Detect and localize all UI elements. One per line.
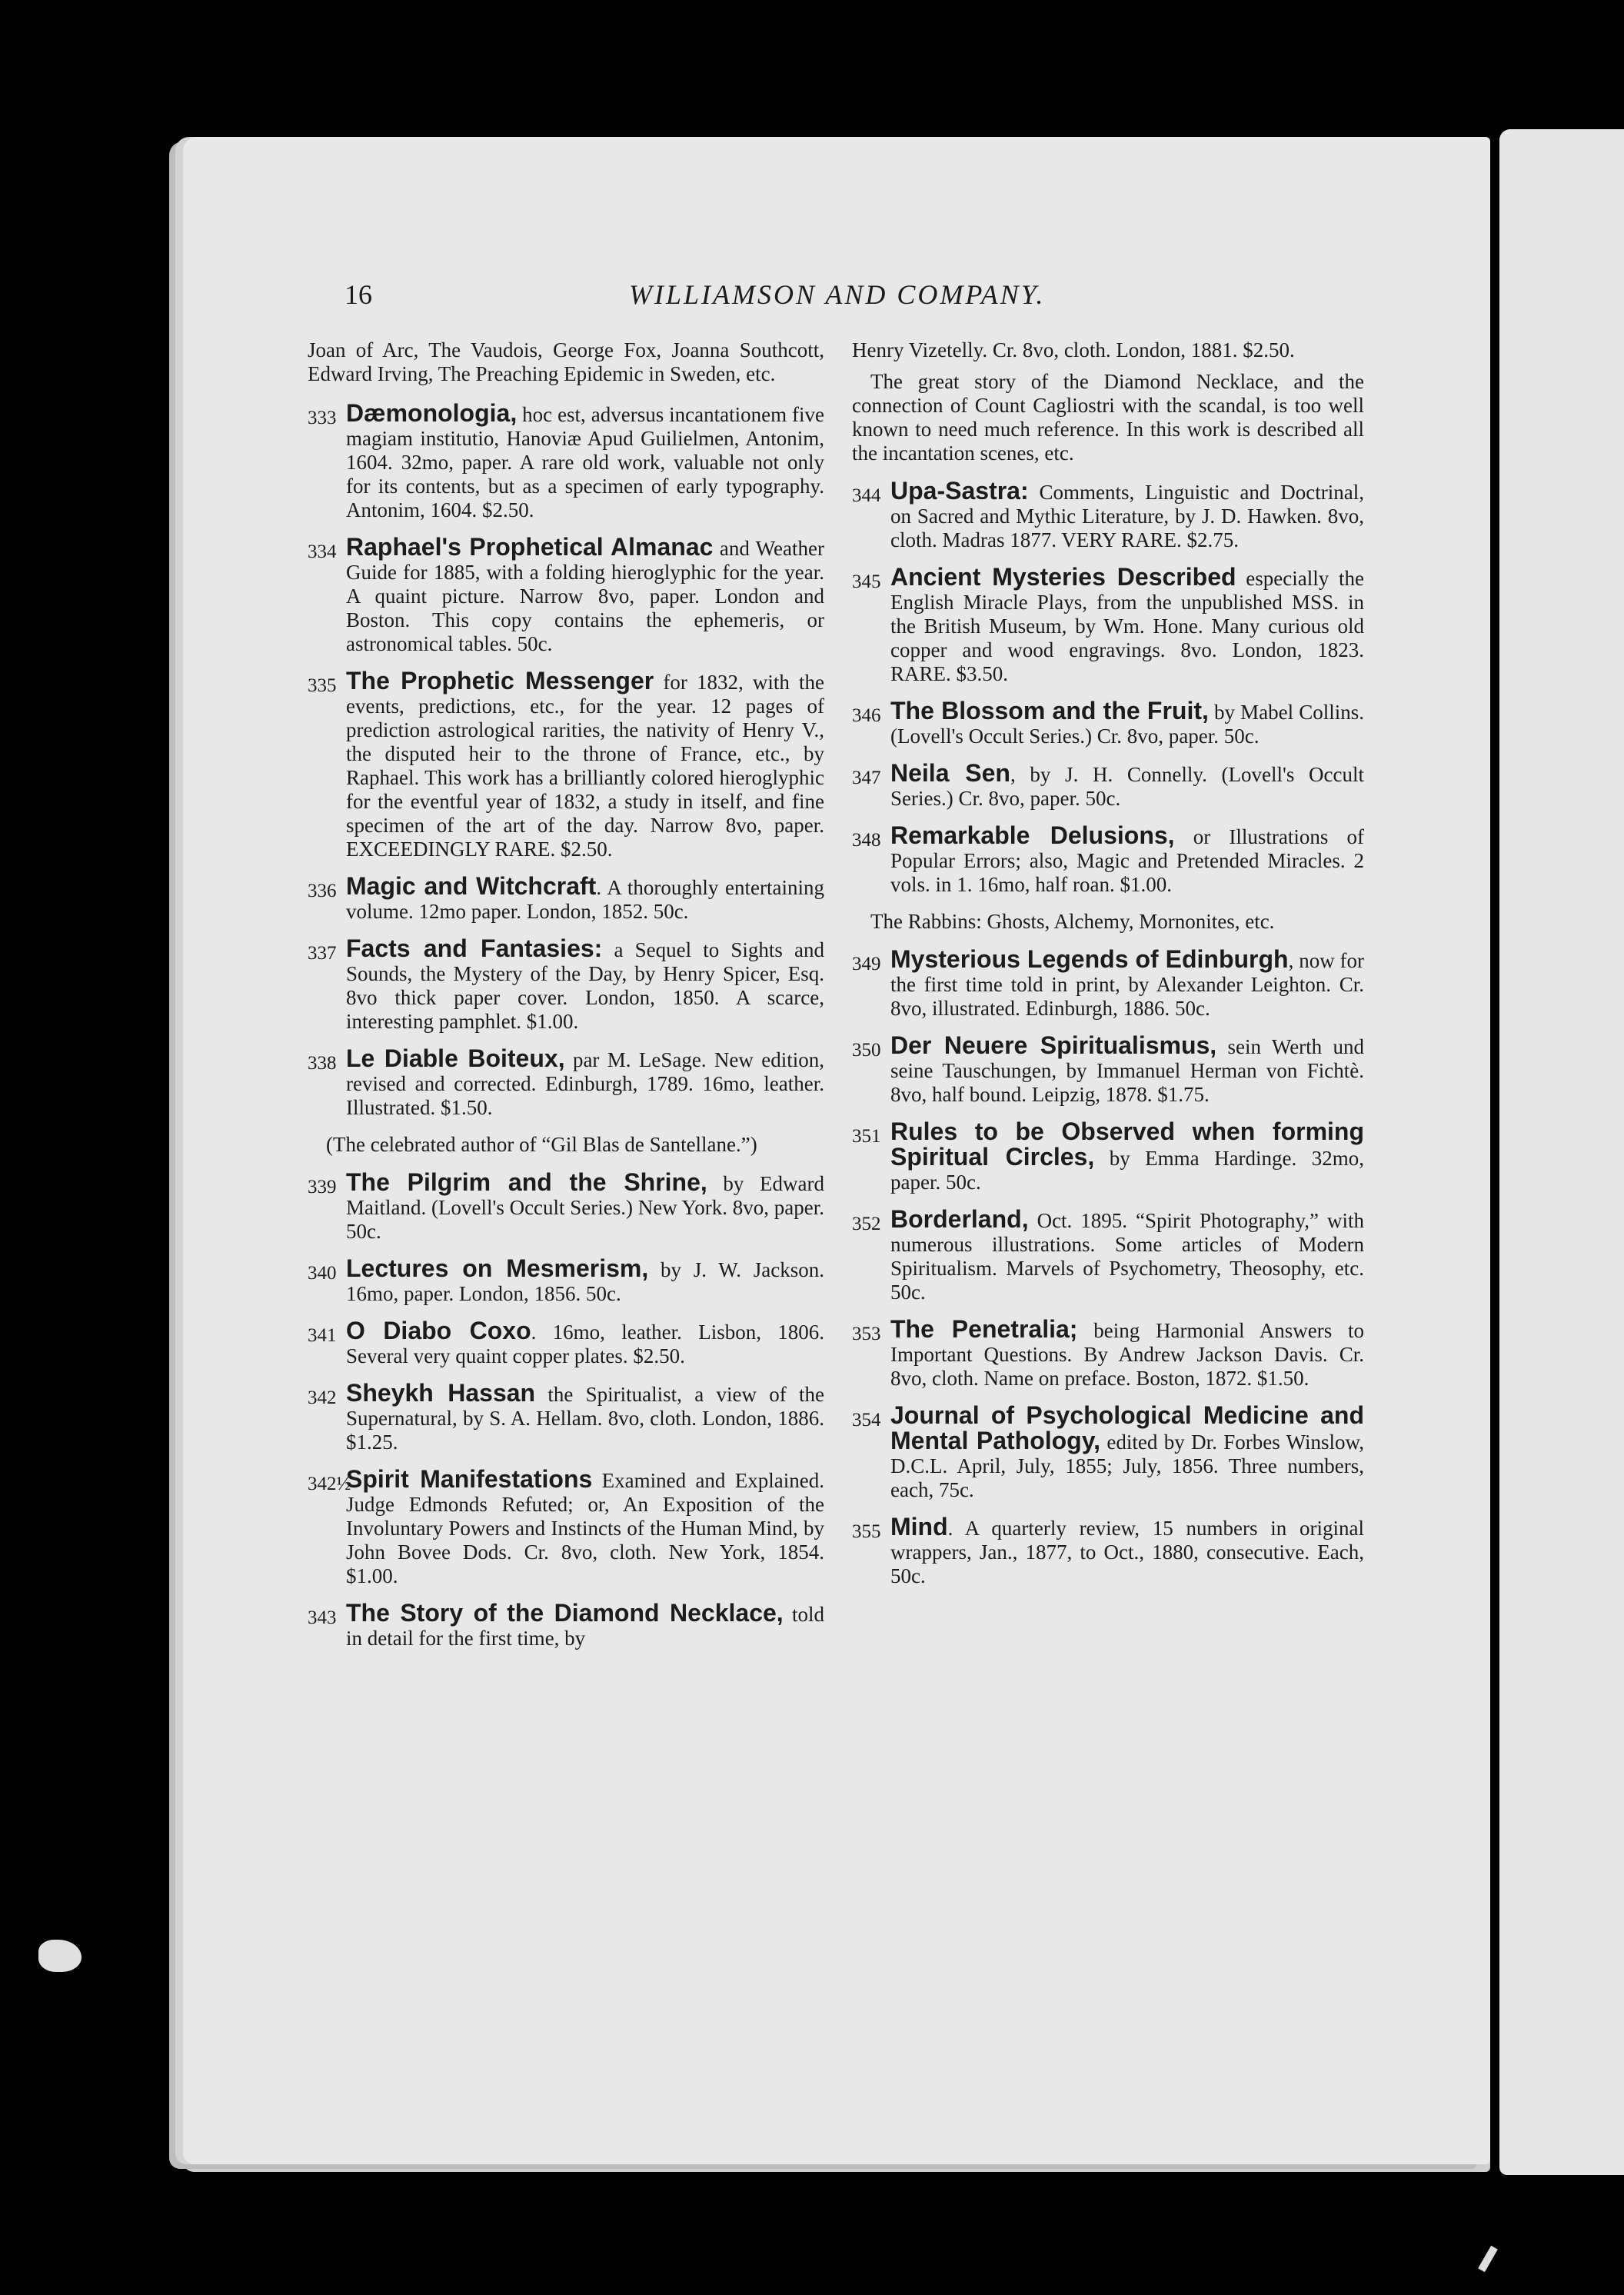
entry-description: being Harmonial Answers to Important Questions. By Andrew Jackson Davis. Cr. 8vo, cloth. Name on preface. Boston, 1872. $1.50. bbox=[890, 1319, 1364, 1390]
paper-smudge bbox=[38, 1940, 82, 1972]
catalog-entry bbox=[308, 1044, 824, 1120]
entry-description: told in detail for the first time, by bbox=[346, 1603, 824, 1650]
catalog-entry bbox=[852, 1031, 1365, 1107]
entry-description: by Mabel Collins. (Lovell's Occult Series.) Cr. 8vo, paper. 50c. bbox=[890, 701, 1365, 748]
entry-list bbox=[308, 1168, 825, 1650]
entry-title: Spirit Manifestations bbox=[346, 1465, 593, 1493]
entry-title: Borderland, bbox=[890, 1205, 1029, 1233]
catalog-entry bbox=[308, 1601, 824, 1650]
entry-description: Examined and Explained. Judge Edmonds Refuted; or, An Exposition of the Involuntary Powers and Instincts of the Human Mind, by John Bovee Dods. Cr. 8vo, cloth. New York, 1854. $1.00. bbox=[346, 1469, 824, 1587]
catalog-entry bbox=[852, 1207, 1364, 1304]
entry-description: hoc est, adversus incantationem five magiam institutio, Hanoviæ Apud Guilielmen, Antonim, 1604. 32mo, paper. A rare old work, valuable not only for its contents, but as a specimen of early typography. Antonim, 1604. $2.50. bbox=[346, 403, 824, 521]
catalog-entry bbox=[308, 535, 824, 656]
catalog-entry bbox=[308, 1381, 824, 1454]
entry-title: The Pilgrim and the Shrine, bbox=[346, 1168, 707, 1196]
entry-description: par M. LeSage. New edition, revised and corrected. Edinburgh, 1789. 16mo, leather. Illustrated. $1.50. bbox=[346, 1048, 824, 1119]
entry-title: The Prophetic Messenger bbox=[346, 667, 654, 694]
entry-title: Raphael's Prophetical Almanac bbox=[346, 533, 714, 561]
entry-description: . A quarterly review, 15 numbers in original wrappers, Jan., 1877, to Oct., 1880, consecutive. Each, 50c. bbox=[890, 1517, 1364, 1587]
entry-description: the Spiritualist, a view of the Supernatural, by S. A. Hellam. 8vo, cloth. London, 1886. $1.25. bbox=[346, 1383, 825, 1454]
catalog-entry bbox=[852, 1317, 1364, 1391]
entry-description: by J. W. Jackson. 16mo, paper. London, 1856. 50c. bbox=[346, 1258, 824, 1305]
entry-title: Lectures on Mesmerism, bbox=[346, 1254, 649, 1282]
scan-mark bbox=[1478, 2246, 1498, 2272]
entry-description: . 16mo, leather. Lisbon, 1806. Several very quaint copper plates. $2.50. bbox=[346, 1321, 824, 1367]
entry-number: 335 bbox=[308, 675, 337, 696]
entry-number: 354 bbox=[852, 1410, 881, 1431]
entry-title: Dæmonologia, bbox=[346, 399, 517, 427]
entry-title: Journal of Psychological Medicine and Mental Pathology, bbox=[890, 1401, 1364, 1454]
catalog-entry bbox=[852, 565, 1364, 686]
entry-title: Magic and Witchcraft bbox=[346, 872, 597, 900]
entry-number: 337 bbox=[308, 943, 337, 964]
entry-title: The Blossom and the Fruit, bbox=[890, 697, 1209, 724]
entry-number: 343 bbox=[308, 1607, 337, 1628]
entry-description: and Weather Guide for 1885, with a folding hieroglyphic for the year. A quaint picture. Narrow 8vo, paper. London and Boston. This copy contains the ephemeris, or astronomical tables. 50c. bbox=[346, 537, 824, 655]
entry-number: 355 bbox=[852, 1521, 881, 1542]
entry-number: 336 bbox=[308, 881, 337, 901]
entry-number: 344 bbox=[852, 485, 881, 506]
page-number: 16 bbox=[344, 279, 372, 310]
catalog-entry bbox=[852, 479, 1364, 552]
entry-title: Mind bbox=[890, 1513, 948, 1541]
running-title: WILLIAMSON AND COMPANY. bbox=[629, 279, 1046, 310]
entry-title: Le Diable Boiteux, bbox=[346, 1044, 565, 1072]
continuation-text: Henry Vizetelly. Cr. 8vo, cloth. London, 1881. $2.50. bbox=[852, 338, 1295, 361]
entry-description: or Illustrations of Popular Errors; also, Magic and Pretended Miracles. 2 vols. in 1. 16mo, half roan. $1.00. bbox=[890, 825, 1364, 896]
entry-title: Remarkable Delusions, bbox=[890, 821, 1175, 849]
entry-number: 342½ bbox=[308, 1474, 351, 1494]
entry-description: for 1832, with the events, predictions, etc., for the year. 12 pages of prediction astrological rarities, the nativity of Henry V., the disputed heir to the throne of France, etc., by Raphael. This work has a brilliantly colored hieroglyphic for the eventful year of 1832, a study in itself, and fine specimen of the art of the day. Narrow 8vo, paper. EXCEEDINGLY RARE. $2.50. bbox=[346, 671, 824, 861]
entry-title: Sheykh Hassan bbox=[346, 1379, 536, 1407]
entry-list bbox=[308, 401, 824, 1120]
entry-number: 341 bbox=[308, 1325, 337, 1346]
entry-number: 351 bbox=[852, 1126, 881, 1147]
entry-number: 340 bbox=[308, 1263, 337, 1284]
entry-title: O Diabo Coxo bbox=[346, 1317, 531, 1344]
right-column bbox=[852, 338, 1364, 1601]
entry-title: Der Neuere Spiritualismus, bbox=[890, 1031, 1217, 1059]
entry-number: 333 bbox=[308, 408, 337, 428]
entry-description: by Edward Maitland. (Lovell's Occult Series.) New York. 8vo, paper. 50c. bbox=[346, 1172, 825, 1243]
entry-number: 352 bbox=[852, 1214, 881, 1234]
entry-title: Facts and Fantasies: bbox=[346, 934, 603, 962]
entry-description: sein Werth und seine Tauschungen, by Immanuel Herman von Fichtè. 8vo, half bound. Leipzig, 1878. $1.75. bbox=[890, 1035, 1365, 1106]
catalog-entry bbox=[308, 874, 824, 924]
catalog-entry bbox=[852, 1401, 1365, 1502]
left-column bbox=[308, 338, 824, 1664]
entry-description: Comments, Linguistic and Doctrinal, on Sacred and Mythic Literature, by J. D. Hawken. 8vo, cloth. Madras 1877. VERY RARE. $2.75. bbox=[890, 481, 1364, 551]
entry-number: 349 bbox=[852, 954, 881, 974]
catalog-entry bbox=[308, 1168, 825, 1244]
entry-title: Ancient Mysteries Described bbox=[890, 563, 1236, 591]
catalog-entry bbox=[308, 934, 825, 1034]
entry-note: (The celebrated author of “Gil Blas de Santellane.”) bbox=[326, 1133, 757, 1156]
catalog-entry bbox=[852, 699, 1364, 748]
entry-title: The Penetralia; bbox=[890, 1315, 1078, 1343]
catalog-entry bbox=[308, 1254, 824, 1306]
entry-title: Mysterious Legends of Edinburgh bbox=[890, 945, 1289, 973]
entry-note: The great story of the Diamond Necklace, and the connection of Count Cagliostri with the scandal, is too well known to need much reference. In this work is described all the incantation scenes, etc. bbox=[852, 370, 1364, 465]
entry-description: by Emma Hardinge. 32mo, paper. 50c. bbox=[890, 1147, 1364, 1194]
entry-title: Rules to be Observed when forming Spiritual Circles, bbox=[890, 1118, 1364, 1171]
catalog-entry bbox=[308, 1319, 824, 1368]
catalog-entry bbox=[852, 1120, 1364, 1194]
entry-number: 348 bbox=[852, 830, 881, 851]
entry-title: Neila Sen bbox=[890, 759, 1010, 787]
entry-number: 338 bbox=[308, 1053, 337, 1074]
catalog-entry bbox=[852, 945, 1365, 1021]
entry-number: 347 bbox=[852, 768, 881, 788]
catalog-entry bbox=[308, 669, 824, 861]
entry-number: 342 bbox=[308, 1387, 337, 1408]
entry-description: a Sequel to Sights and Sounds, the Mystery of the Day, by Henry Spicer, Esq. 8vo thick paper cover. London, 1850. A scarce, interesting pamphlet. $1.00. bbox=[346, 938, 825, 1033]
entry-title: The Story of the Diamond Necklace, bbox=[346, 1599, 784, 1627]
entry-note: The Rabbins: Ghosts, Alchemy, Mornonites, etc. bbox=[870, 910, 1275, 933]
catalog-entry bbox=[852, 761, 1364, 811]
catalog-entry bbox=[308, 1467, 824, 1588]
entry-number: 339 bbox=[308, 1177, 337, 1197]
entry-number: 334 bbox=[308, 541, 337, 562]
entry-description: edited by Dr. Forbes Winslow, D.C.L. April, July, 1855; July, 1856. Three numbers, each, 75c. bbox=[890, 1431, 1365, 1501]
continuation-text: Joan of Arc, The Vaudois, George Fox, Joanna Southcott, Edward Irving, The Preaching Epidemic in Sweden, etc. bbox=[308, 338, 824, 385]
entry-list bbox=[852, 479, 1364, 897]
entry-list bbox=[852, 945, 1365, 1588]
entry-description: Oct. 1895. “Spirit Photography,” with numerous illustrations. Some articles of Modern Spiritualism. Marvels of Psychometry, Theosophy, etc. 50c. bbox=[890, 1209, 1364, 1304]
entry-number: 350 bbox=[852, 1040, 881, 1061]
entry-description: , by J. H. Connelly. (Lovell's Occult Series.) Cr. 8vo, paper. 50c. bbox=[890, 763, 1365, 810]
catalog-entry bbox=[308, 401, 824, 522]
catalog-entry bbox=[852, 1515, 1364, 1588]
facing-page-edge bbox=[1499, 129, 1624, 2175]
entry-number: 345 bbox=[852, 571, 881, 592]
entry-description: especially the English Miracle Plays, from the unpublished MSS. in the British Museum, by Wm. Hone. Many curious old copper and wood engravings. 8vo. London, 1823. RARE. $3.50. bbox=[890, 567, 1364, 685]
catalog-entry bbox=[852, 821, 1364, 897]
entry-title: Upa-Sastra: bbox=[890, 477, 1029, 505]
entry-description: , now for the first time told in print, by Alexander Leighton. Cr. 8vo, illustrated. Edinburgh, 1886. 50c. bbox=[890, 949, 1365, 1020]
entry-number: 346 bbox=[852, 705, 881, 726]
entry-description: . A thoroughly entertaining volume. 12mo paper. London, 1852. 50c. bbox=[346, 876, 825, 923]
entry-number: 353 bbox=[852, 1324, 881, 1344]
